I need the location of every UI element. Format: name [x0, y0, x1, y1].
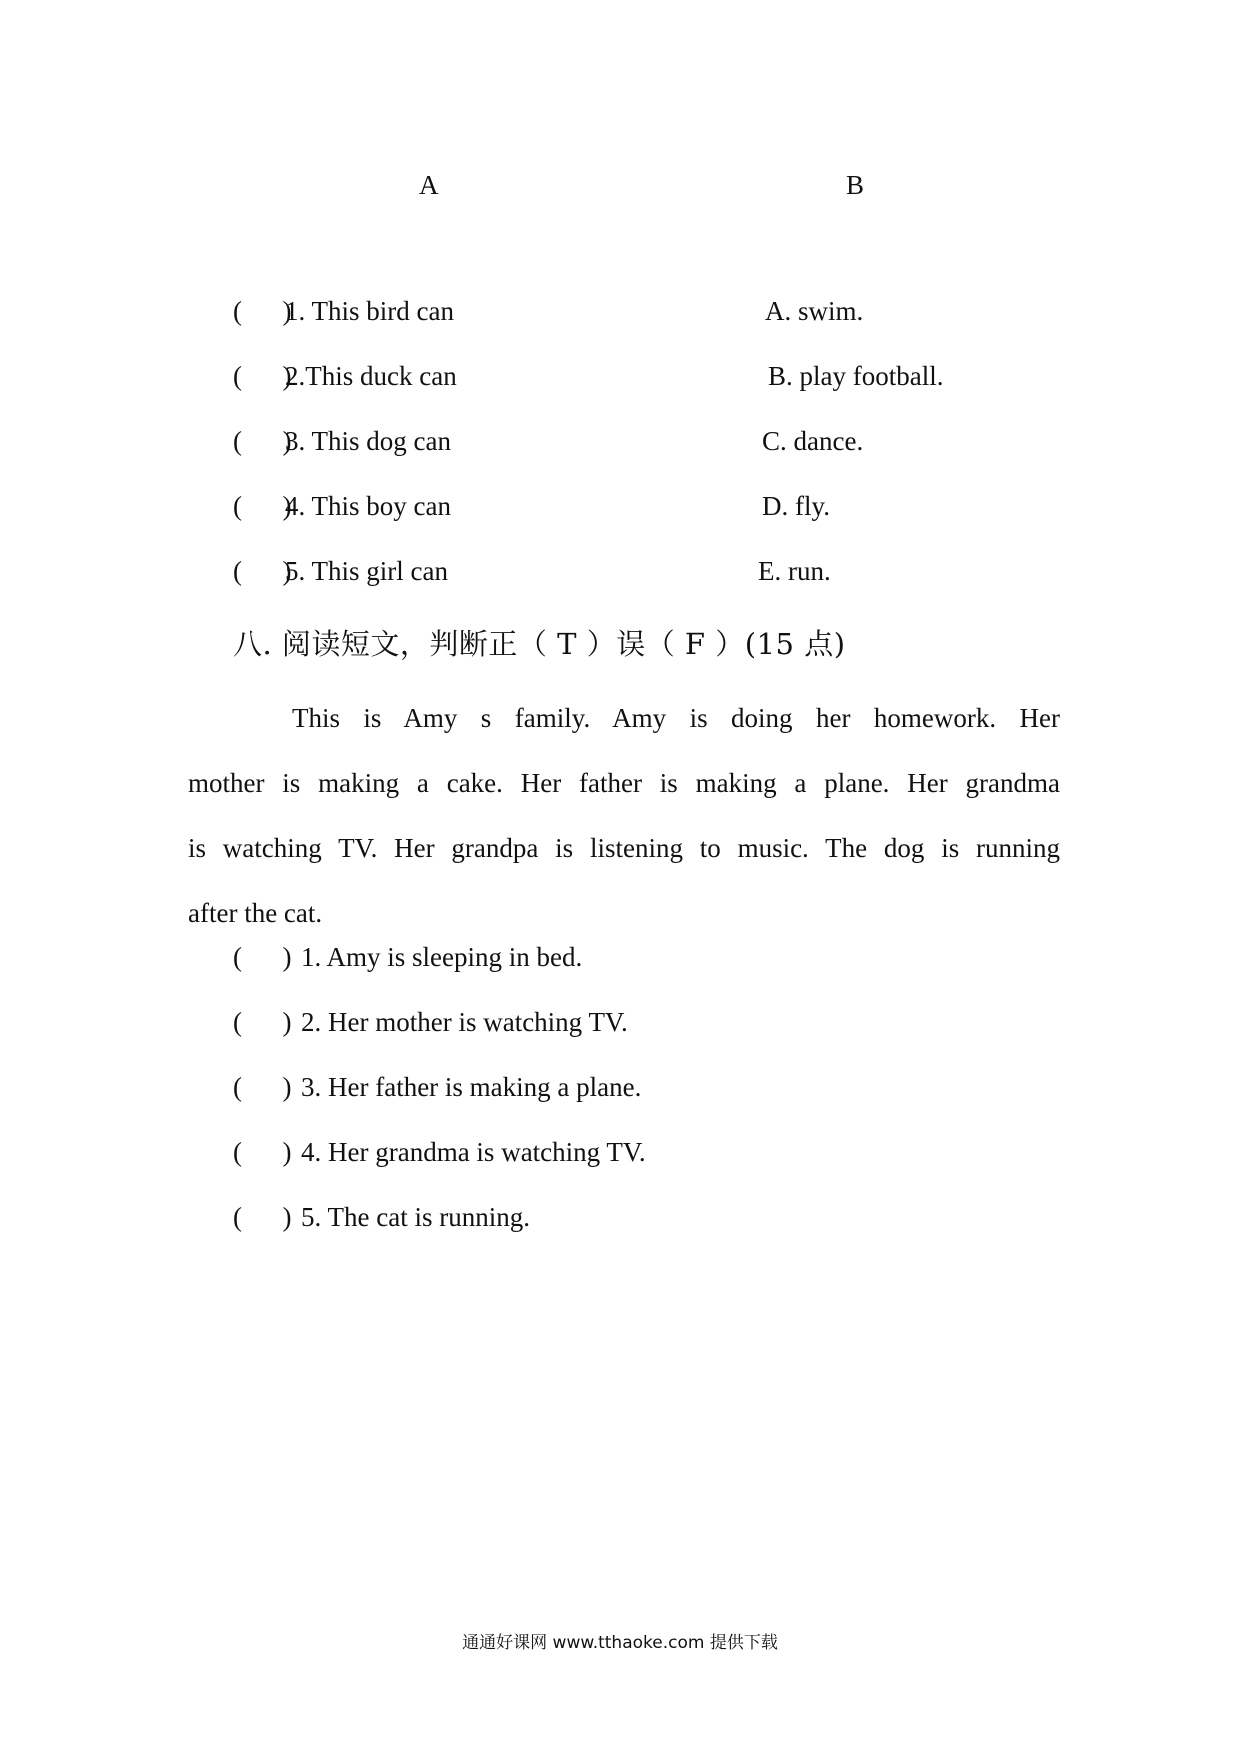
answer-blank[interactable]: ( )	[233, 426, 292, 456]
reading-passage	[188, 686, 1060, 946]
answer-blank[interactable]: ( )	[233, 491, 292, 521]
passage-line: after the cat.	[188, 898, 323, 928]
matching-option: A. swim.	[765, 296, 864, 326]
matching-stem: 2.This duck can	[285, 361, 457, 391]
statement-text: 1. Amy is sleeping in bed.	[301, 942, 583, 972]
matching-stem: 4. This boy can	[285, 491, 451, 521]
answer-blank[interactable]: ( )	[233, 361, 292, 391]
answer-blank[interactable]: ( )	[233, 942, 292, 972]
matching-stem: 3. This dog can	[285, 426, 451, 456]
answer-blank[interactable]: ( )	[233, 556, 292, 586]
matching-stem: 5. This girl can	[285, 556, 448, 586]
passage-line: mother is making a cake. Her father is making a plane. Her grandma	[188, 768, 1060, 798]
answer-blank[interactable]: ( )	[233, 296, 292, 326]
statement-text: 4. Her grandma is watching TV.	[301, 1137, 646, 1167]
answer-blank[interactable]: ( )	[233, 1137, 292, 1167]
statement-text: 2. Her mother is watching TV.	[301, 1007, 628, 1037]
answer-blank[interactable]: ( )	[233, 1202, 292, 1232]
passage-line: This is Amy s family. Amy is doing her homework. Her	[292, 703, 1060, 733]
matching-option: B. play football.	[768, 361, 944, 391]
passage-line: is watching TV. Her grandpa is listening to music. The dog is running	[188, 833, 1060, 863]
footer-credit: 通通好课网 www.tthaoke.com 提供下载	[462, 1633, 778, 1653]
matching-option: D. fly.	[762, 491, 830, 521]
matching-option: E. run.	[758, 556, 831, 586]
matching-stem: 1. This bird can	[285, 296, 454, 326]
column-b-heading: B	[846, 170, 865, 200]
matching-option: C. dance.	[762, 426, 864, 456]
column-a-heading: A	[419, 170, 439, 200]
statement-text: 5. The cat is running.	[301, 1202, 530, 1232]
statement-text: 3. Her father is making a plane.	[301, 1072, 642, 1102]
answer-blank[interactable]: ( )	[233, 1007, 292, 1037]
answer-blank[interactable]: ( )	[233, 1072, 292, 1102]
section-title: 八. 阅读短文，判断正（ T ）误（ F ）(15 点)	[233, 627, 846, 661]
